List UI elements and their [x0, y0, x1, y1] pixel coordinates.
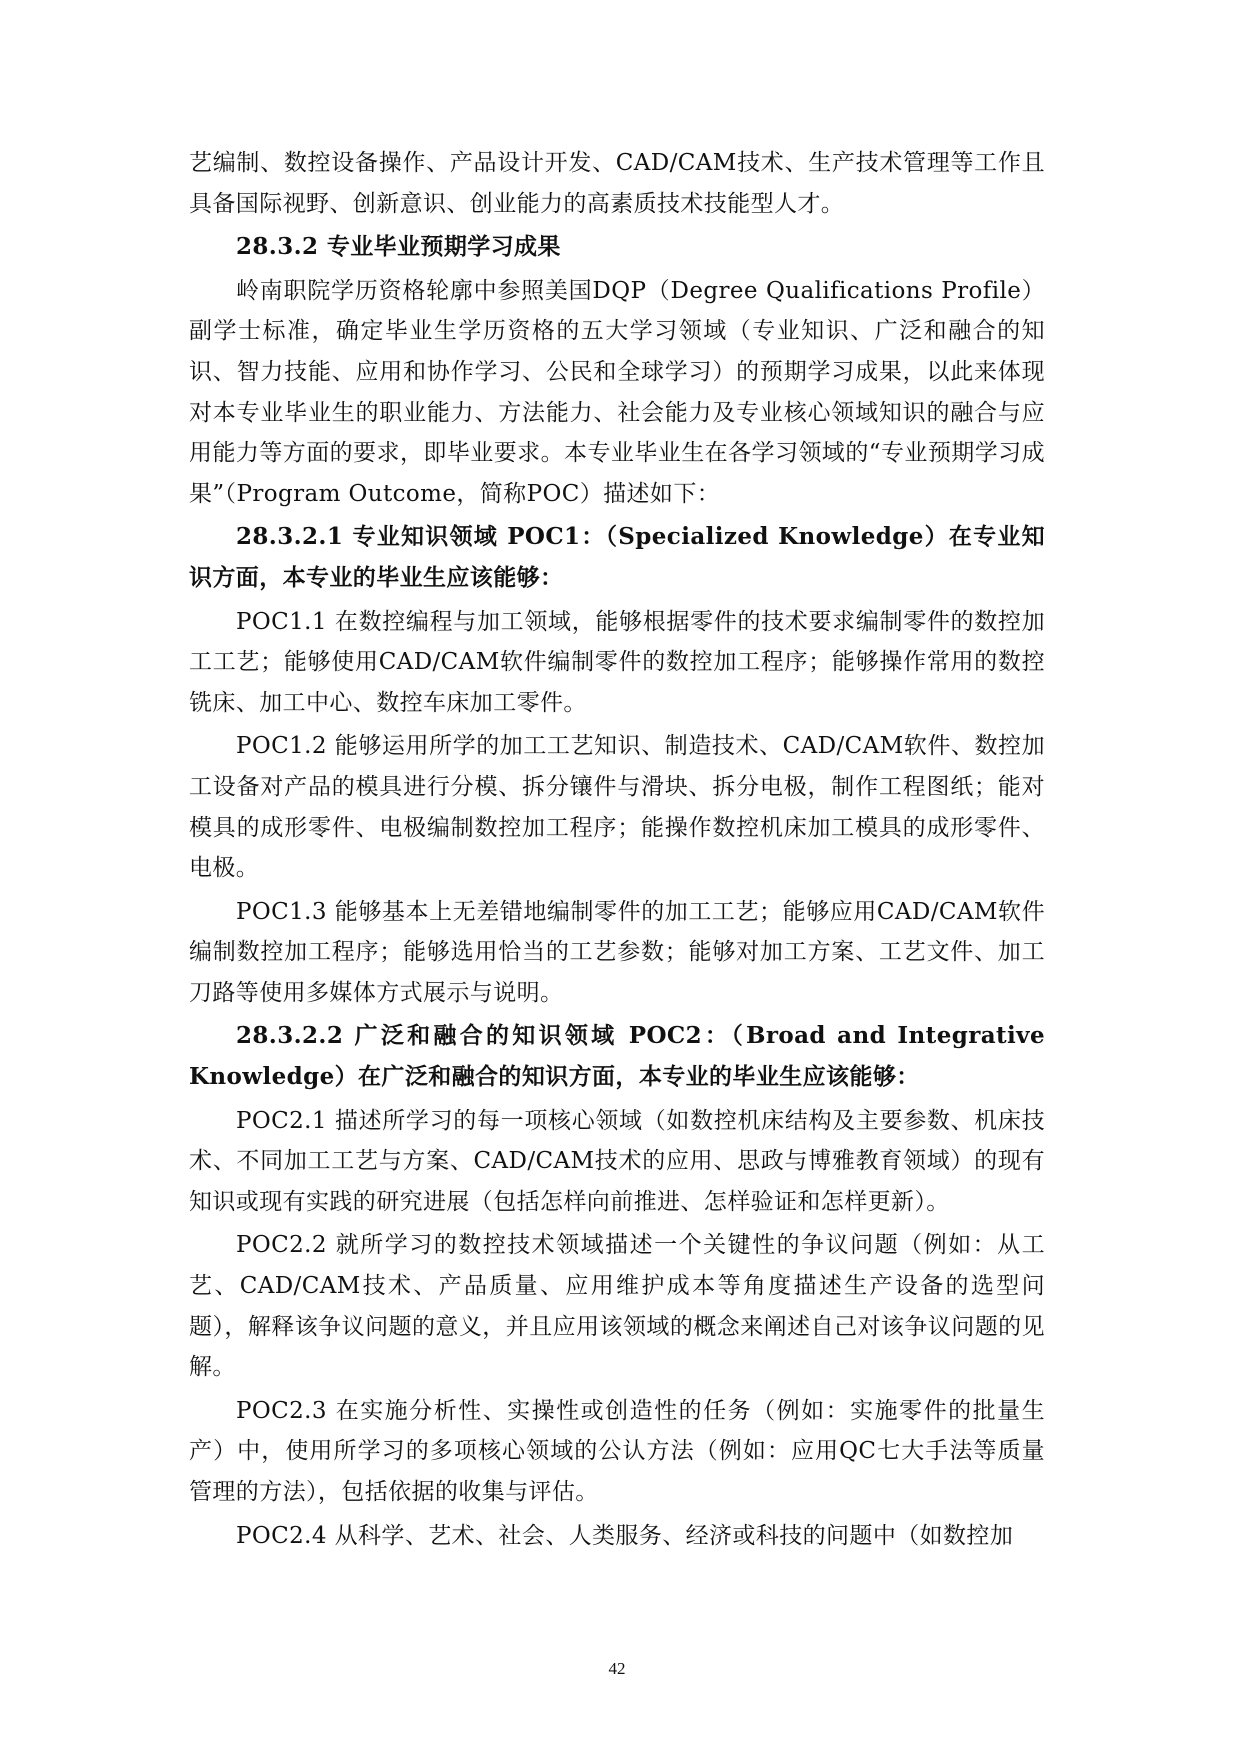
section-heading-28-3-2-2: 28.3.2.2 广泛和融合的知识领域 POC2：（Broad and Integrative Knowledge）在广泛和融合的知识方面，本专业的毕业生应该能够： [189, 1022, 1045, 1091]
section-heading-28-3-2: 28.3.2 专业毕业预期学习成果 [236, 233, 561, 261]
poc2-3-paragraph: POC2.3 在实施分析性、实操性或创造性的任务（例如：实施零件的批量生产）中，使用所学习的多项核心领域的公认方法（例如：应用QC七大手法等质量管理的方法），包括依据的收集与评估。 [189, 1397, 1045, 1505]
intro-continuation-paragraph: 艺编制、数控设备操作、产品设计开发、CAD/CAM技术、生产技术管理等工作且具备国际视野、创新意识、创业能力的高素质技术技能型人才。 [189, 150, 1045, 217]
section-body-paragraph: 岭南职院学历资格轮廓中参照美国DQP（Degree Qualifications Profile）副学士标准，确定毕业生学历资格的五大学习领域（专业知识、广泛和融合的知识、智力技能、应用和协作学习、公民和全球学习）的预期学习成果，以此来体现对本专业毕业生的职业能力、方法能力、社会能力及专业核心领域知识的融合与应用能力等方面的要求，即毕业要求。本专业毕业生在各学习领域的“专业预期学习成果”（Program Outcome，简称POC）描述如下： [189, 277, 1045, 507]
poc2-4-paragraph: POC2.4 从科学、艺术、社会、人类服务、经济或科技的问题中（如数控加 [236, 1522, 1014, 1549]
poc1-2-paragraph: POC1.2 能够运用所学的加工工艺知识、制造技术、CAD/CAM软件、数控加工设备对产品的模具进行分模、拆分镶件与滑块、拆分电极，制作工程图纸；能对模具的成形零件、电极编制数控加工程序；能操作数控机床加工模具的成形零件、电极。 [189, 733, 1045, 882]
page-content [189, 143, 1045, 1556]
poc2-1-paragraph: POC2.1 描述所学习的每一项核心领域（如数控机床结构及主要参数、机床技术、不同加工工艺与方案、CAD/CAM技术的应用、思政与博雅教育领域）的现有知识或现有实践的研究进展（包括怎样向前推进、怎样验证和怎样更新）。 [189, 1107, 1045, 1215]
section-heading-28-3-2-1: 28.3.2.1 专业知识领域 POC1：（Specialized Knowledge）在专业知识方面，本专业的毕业生应该能够： [189, 523, 1045, 591]
page-number: 42 [608, 1659, 626, 1678]
poc2-2-paragraph: POC2.2 就所学习的数控技术领域描述一个关键性的争议问题（例如：从工艺、CAD/CAM技术、产品质量、应用维护成本等角度描述生产设备的选型问题），解释该争议问题的意义，并且应用该领域的概念来阐述自己对该争议问题的见解。 [189, 1232, 1045, 1381]
poc1-3-paragraph: POC1.3 能够基本上无差错地编制零件的加工工艺；能够应用CAD/CAM软件编制数控加工程序；能够选用恰当的工艺参数；能够对加工方案、工艺文件、加工刀路等使用多媒体方式展示与说明。 [189, 898, 1045, 1006]
poc1-1-paragraph: POC1.1 在数控编程与加工领域，能够根据零件的技术要求编制零件的数控加工工艺；能够使用CAD/CAM软件编制零件的数控加工程序；能够操作常用的数控铣床、加工中心、数控车床加工零件。 [189, 608, 1045, 716]
